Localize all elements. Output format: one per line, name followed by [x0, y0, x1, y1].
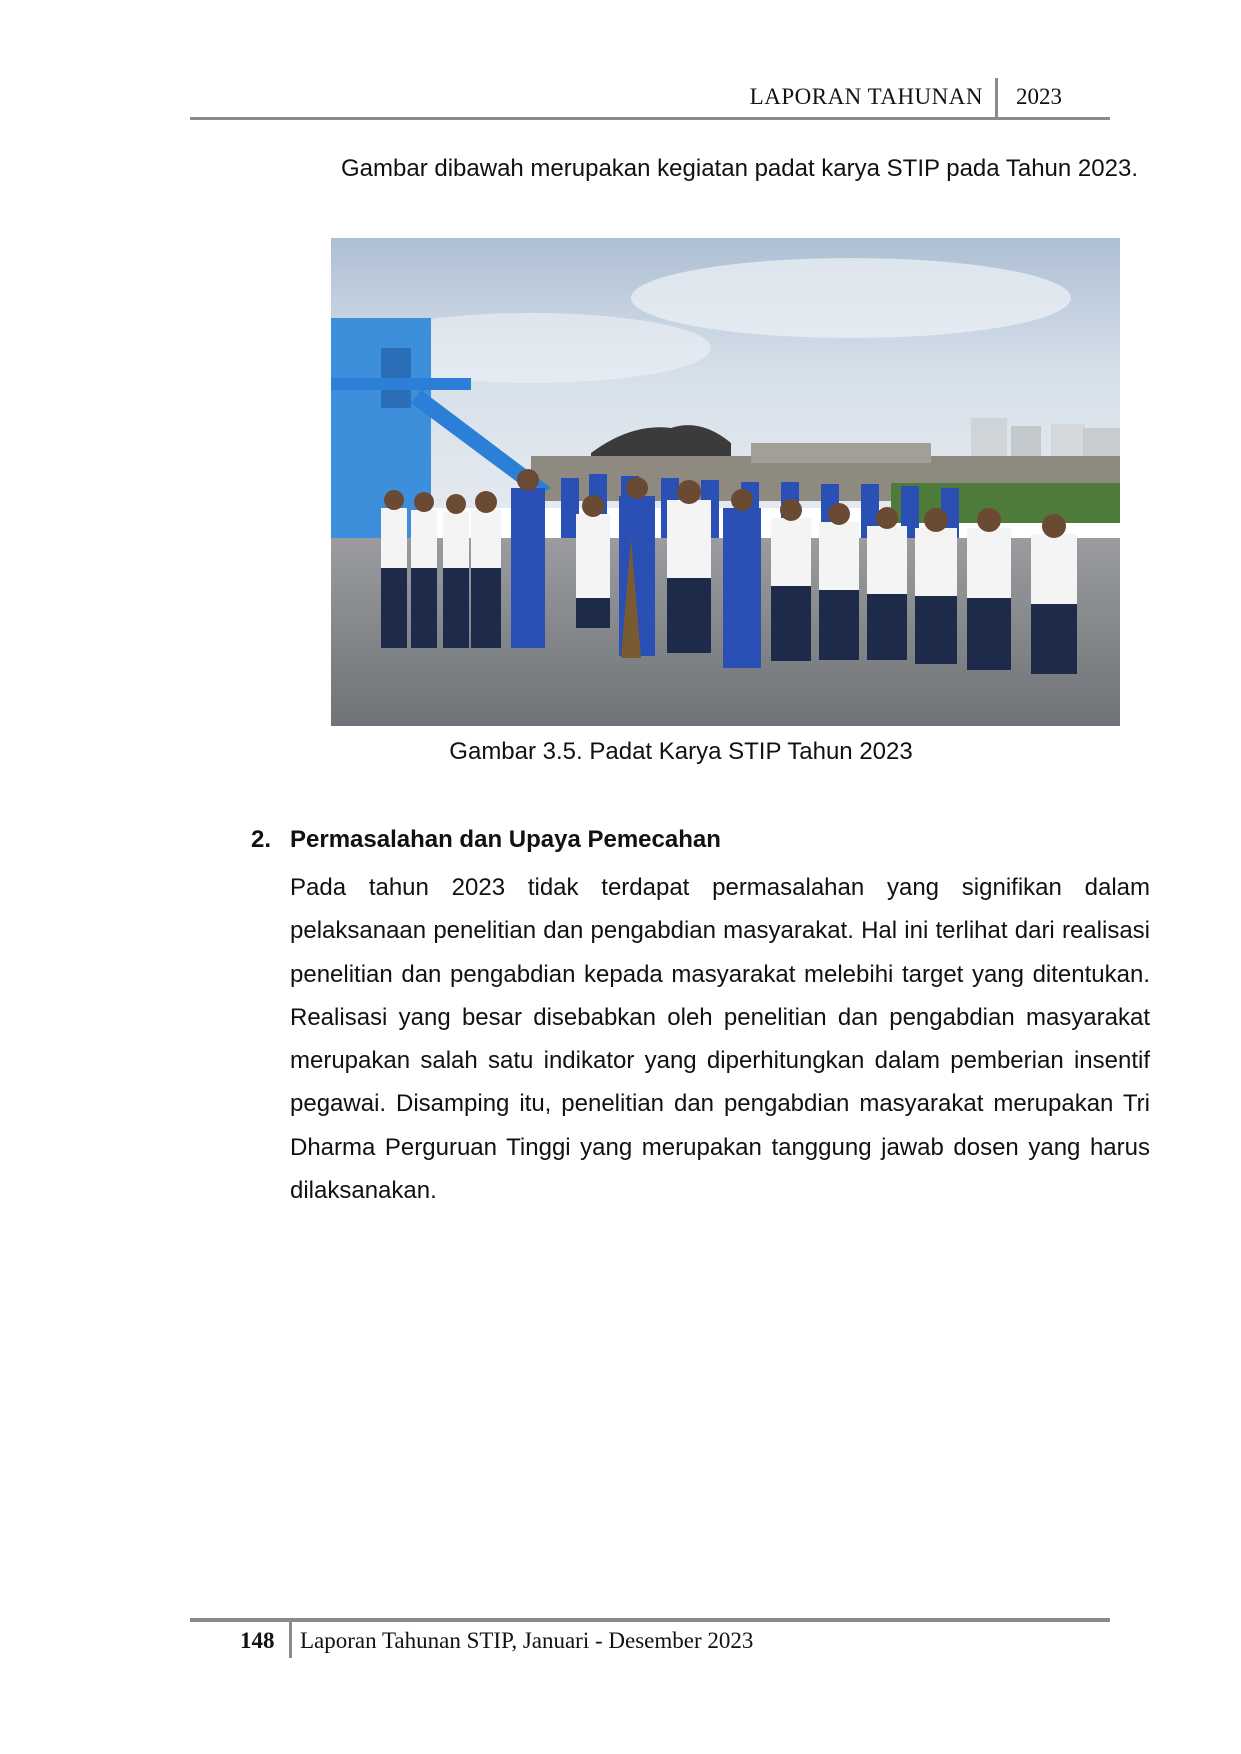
page-footer [190, 1618, 1110, 1658]
section-heading: Permasalahan dan Upaya Pemecahan [290, 826, 721, 853]
page-header [190, 78, 1110, 120]
intro-paragraph: Gambar dibawah merupakan kegiatan padat karya STIP pada Tahun 2023. [341, 155, 1138, 182]
header-year: 2023 [1016, 84, 1062, 109]
header-title: LAPORAN TAHUNAN [749, 84, 983, 109]
section-number: 2. [251, 826, 272, 853]
footer-text: Laporan Tahunan STIP, Januari - Desember 2023 [300, 1628, 754, 1653]
page-number: 148 [240, 1628, 275, 1653]
footer-rule [190, 1618, 1110, 1622]
header-rule [190, 117, 1110, 120]
figure-caption: Gambar 3.5. Padat Karya STIP Tahun 2023 [449, 738, 913, 765]
section-body-paragraph: Pada tahun 2023 tidak terdapat permasalahan yang signifikan dalam pelaksanaan penelitian dan pengabdian masyarakat. Hal ini terlihat dari realisasi penelitian dan pengabdian kepada masyarakat melebihi target yang ditentukan. Realisasi yang besar disebabkan oleh penelitian dan pengabdian masyarakat merupakan salah satu indikator yang diperhitungkan dalam pemberian insentif pegawai. Disamping itu, penelitian dan pengabdian masyarakat merupakan Tri Dharma Perguruan Tinggi yang merupakan tanggung jawab dosen yang harus dilaksanakan. [290, 874, 1150, 1205]
footer-divider [289, 1622, 292, 1658]
header-divider [995, 78, 998, 120]
activity-photo [331, 238, 1120, 726]
